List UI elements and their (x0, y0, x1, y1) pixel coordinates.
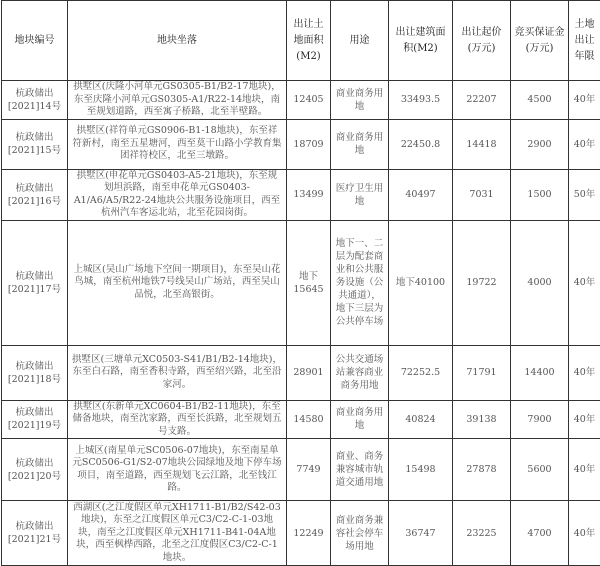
cell-building-area: 15498 (389, 439, 453, 501)
cell-use: 商业商务用地 (331, 119, 389, 169)
cell-land-area: 28901 (287, 345, 331, 400)
cell-location: 上城区(吴山广场地下空间一期项目)，东至吴山花鸟城，南至杭州地铁7号线吴山广场站，西至吴山品悦，北至高银街。 (68, 220, 287, 345)
cell-deposit: 4000 (511, 220, 569, 345)
table-row (2, 439, 600, 501)
header-term: 土地出让年限 (569, 1, 600, 81)
cell-plot-id: 杭政储出[2021]14号 (2, 81, 68, 120)
cell-building-area: 36747 (389, 501, 453, 566)
cell-plot-id: 杭政储出[2021]18号 (2, 345, 68, 400)
cell-plot-id: 杭政储出[2021]15号 (2, 119, 68, 169)
header-row (2, 1, 600, 81)
cell-land-area: 14580 (287, 400, 331, 439)
cell-start-price: 71791 (453, 345, 511, 400)
cell-location: 拱墅区(申花单元GS0403-A5-21地块)，东至规划坦浜路，南至申花单元GS0403-A1/A6/A5/R22-24地块公共服务设施项目，西至杭州汽车客运北站，北至花园岗街。 (68, 169, 287, 220)
cell-use: 商业商务用地 (331, 400, 389, 439)
cell-use: 公共交通场站兼容商业商务用地 (331, 345, 389, 400)
cell-start-price: 19722 (453, 220, 511, 345)
header-land-area: 出让土地面积(M2) (287, 1, 331, 81)
cell-deposit: 4700 (511, 501, 569, 566)
cell-deposit: 2900 (511, 119, 569, 169)
cell-location: 上城区(南星单元SC0506-07地块)，东至南星单元SC0506-G1/S2-07地块公园绿地及地下停车场项目，南至道路，西至规划飞云江路，北至钱江路。 (68, 439, 287, 501)
table-row (2, 81, 600, 120)
cell-land-area: 13499 (287, 169, 331, 220)
cell-land-area: 地下15645 (287, 220, 331, 345)
cell-plot-id: 杭政储出[2021]17号 (2, 220, 68, 345)
cell-location: 拱墅区(庆隆小河单元GS0305-B1/B2-17地块)，东至庆隆小河单元GS0305-A1/R22-14地块，南至规划道路，西至寓子桥路，北至半壁路。 (68, 81, 287, 120)
header-start-price: 出让起价(万元) (453, 1, 511, 81)
cell-deposit: 7900 (511, 400, 569, 439)
cell-start-price: 39138 (453, 400, 511, 439)
table-row (2, 119, 600, 169)
cell-plot-id: 杭政储出[2021]16号 (2, 169, 68, 220)
cell-land-area: 12405 (287, 81, 331, 120)
cell-term: 40年 (569, 439, 600, 501)
cell-land-area: 7749 (287, 439, 331, 501)
cell-plot-id: 杭政储出[2021]19号 (2, 400, 68, 439)
cell-term: 40年 (569, 501, 600, 566)
cell-term: 40年 (569, 220, 600, 345)
cell-deposit: 5600 (511, 439, 569, 501)
header-building-area: 出让建筑面积(M2) (389, 1, 453, 81)
cell-plot-id: 杭政储出[2021]21号 (2, 501, 68, 566)
cell-location: 西湖区(之江度假区单元XH1711-B1/B2/S42-03地块)，东至之江度假区单元C3/C2-C-1-03地块，南至之江度假区单元XH1711-B41-04A地块，西至枫桦西路，北至之江度假区C3/C2-C-1地块。 (68, 501, 287, 566)
table-row (2, 400, 600, 439)
cell-start-price: 14418 (453, 119, 511, 169)
cell-location: 拱墅区(祥符单元GS0906-B1-18地块)，东至祥符新村，南至五星塘河，西至莫干山路小学教育集团祥符校区，北至三墩路。 (68, 119, 287, 169)
cell-use: 商业、商务兼容城市轨道交通用地 (331, 439, 389, 501)
header-deposit: 竞买保证金(万元) (511, 1, 569, 81)
cell-building-area: 22450.8 (389, 119, 453, 169)
cell-start-price: 23225 (453, 501, 511, 566)
cell-term: 40年 (569, 400, 600, 439)
table-row (2, 501, 600, 566)
cell-land-area: 12249 (287, 501, 331, 566)
cell-land-area: 18709 (287, 119, 331, 169)
cell-plot-id: 杭政储出[2021]20号 (2, 439, 68, 501)
cell-deposit: 14400 (511, 345, 569, 400)
cell-start-price: 22207 (453, 81, 511, 120)
cell-building-area: 40497 (389, 169, 453, 220)
cell-term: 40年 (569, 81, 600, 120)
cell-start-price: 27878 (453, 439, 511, 501)
cell-building-area: 40824 (389, 400, 453, 439)
cell-building-area: 地下40100 (389, 220, 453, 345)
cell-use: 医疗卫生用地 (331, 169, 389, 220)
cell-building-area: 72252.5 (389, 345, 453, 400)
land-auction-table (1, 0, 600, 566)
cell-building-area: 33493.5 (389, 81, 453, 120)
header-location: 地块坐落 (68, 1, 287, 81)
cell-term: 40年 (569, 119, 600, 169)
cell-term: 40年 (569, 345, 600, 400)
cell-term: 50年 (569, 169, 600, 220)
header-plot-id: 地块编号 (2, 1, 68, 81)
cell-deposit: 1500 (511, 169, 569, 220)
cell-location: 拱墅区(三塘单元XC0503-S41/B1/B2-14地块)，东至白石路，南至香积寺路，西至绍兴路，北至沿家河。 (68, 345, 287, 400)
cell-start-price: 7031 (453, 169, 511, 220)
cell-use: 商业商务兼容社会停车场用地 (331, 501, 389, 566)
table-row (2, 345, 600, 400)
table-row (2, 169, 600, 220)
cell-location: 拱墅区(东新单元XC0604-B1/B2-11地块)，东至储备地块，南至沈家路，西至长浜路，北至规划五号支路。 (68, 400, 287, 439)
cell-use: 商业商务用地 (331, 81, 389, 120)
cell-use: 地下一、二层为配套商业和公共服务设施（公共通道），地下三层为公共停车场 (331, 220, 389, 345)
table-row (2, 220, 600, 345)
cell-deposit: 4500 (511, 81, 569, 120)
header-use: 用途 (331, 1, 389, 81)
